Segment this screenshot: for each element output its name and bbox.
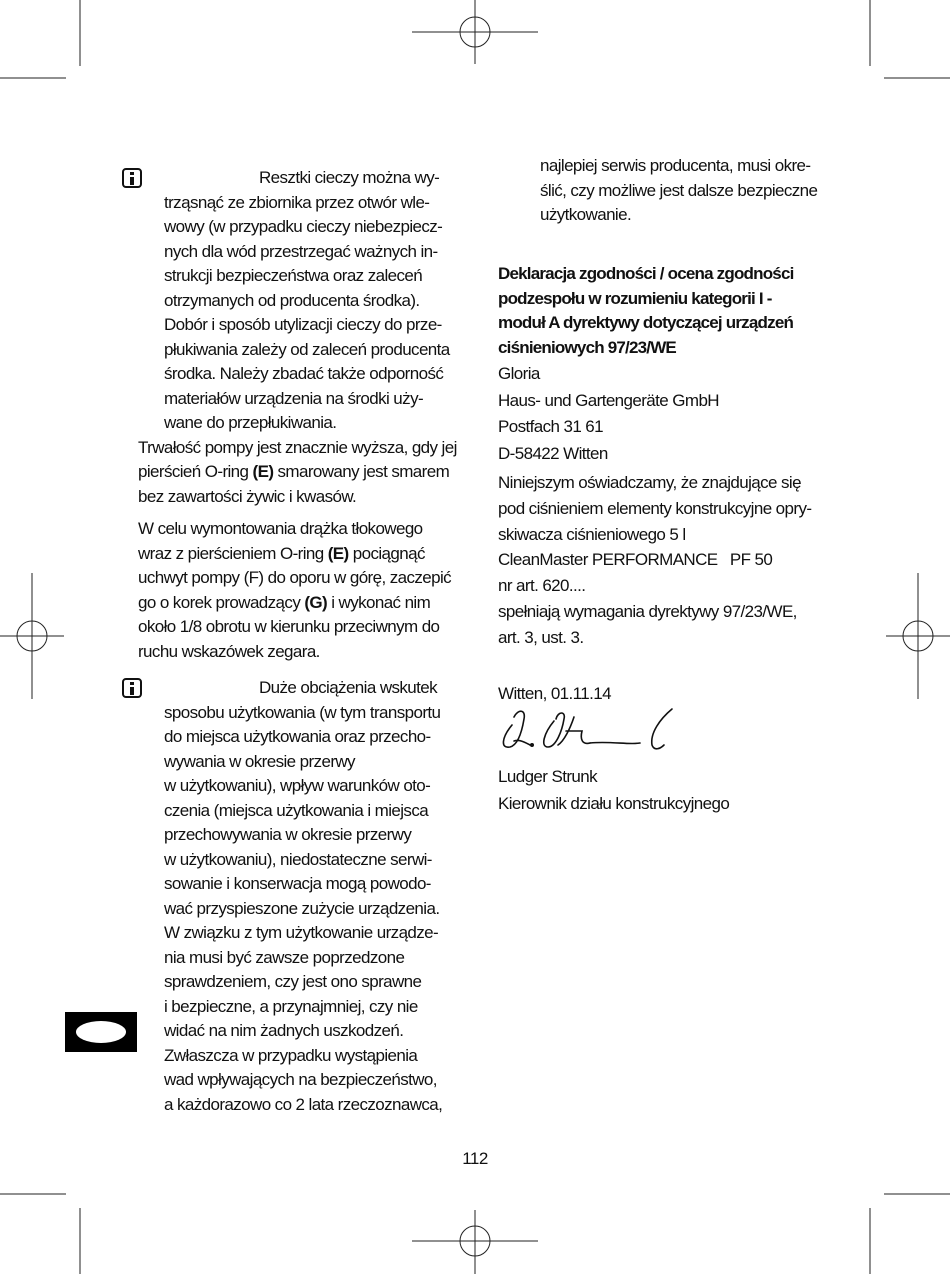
note-line: otrzymanych od producenta środka). <box>164 290 420 310</box>
signer-name: Ludger Strunk <box>498 767 597 786</box>
declaration-line: CleanMaster PERFORMANCE PF 50 <box>498 550 773 570</box>
note-continuation <box>540 154 855 228</box>
declaration-line: pod ciśnieniem elementy konstrukcyjne opry- <box>498 498 812 518</box>
heading-line: ciśnieniowych 97/23/WE <box>498 337 676 357</box>
declaration-line: Niniejszym oświadczamy, że znajdujące się <box>498 473 801 492</box>
text-span: wraz z pierścieniem O-ring <box>138 543 328 563</box>
tab-oval <box>76 1021 126 1043</box>
heading-line: podzespołu w rozumieniu kategorii I - <box>498 288 772 308</box>
note-line: ślić, czy możliwe jest dalsze bezpieczne <box>540 180 818 200</box>
part-ref: (G) <box>304 592 328 612</box>
note-line: wane do przepłukiwania. <box>164 413 337 432</box>
text-line <box>138 542 464 567</box>
note-line: płukiwania zależy od zaleceń producenta <box>164 339 450 359</box>
note-line: W związku z tym użytkowanie urządze- <box>164 923 439 942</box>
paragraph-piston-removal <box>138 517 464 664</box>
info-note-rinsing <box>138 166 464 436</box>
text-line <box>138 460 464 485</box>
text-span: go o korek prowadzący <box>138 592 305 612</box>
note-line: Zwłaszcza w przypadku wystąpienia <box>164 1045 418 1065</box>
signer-title: Kierownik działu konstrukcyjnego <box>498 794 730 813</box>
note-line: najlepiej serwis producenta, musi okre- <box>540 156 811 175</box>
note-line: do miejsca użytkowania oraz przecho- <box>164 727 431 746</box>
text-span: pierścień O-ring <box>138 462 253 481</box>
declaration-line: nr art. 620.... <box>498 576 586 596</box>
note-line: przechowywania w okresie przerwy <box>164 825 412 844</box>
note-line: Duże obciążenia wskutek <box>259 678 438 697</box>
note-line: Resztki cieczy można wy- <box>259 168 440 187</box>
note-line: w użytkowaniu), niedostateczne serwi- <box>164 849 432 869</box>
note-line: nia musi być zawsze poprzedzone <box>164 947 405 967</box>
declaration-text <box>498 470 813 651</box>
note-line: wad wpływających na bezpieczeństwo, <box>164 1070 437 1089</box>
page-number: 112 <box>462 1149 488 1168</box>
note-line: wowy (w przypadku cieczy niebezpiecz- <box>164 217 443 236</box>
text-span: pociągnąć <box>348 543 425 563</box>
language-tab-marker <box>65 1012 137 1052</box>
note-line: środka. Należy zbadać także odporność <box>164 364 444 383</box>
note-line: sowanie i konserwacja mogą powodo- <box>164 874 431 893</box>
part-ref: (E) <box>252 462 274 481</box>
note-line: czenia (miejsca użytkowania i miejsca <box>164 800 429 820</box>
address-line: Postfach 31 61 <box>498 417 604 436</box>
left-column <box>138 166 464 1117</box>
signature <box>500 705 680 755</box>
date-place: Witten, 01.11.14 <box>498 684 611 703</box>
note-line: wać przyspieszone zużycie urządzenia. <box>164 898 440 918</box>
note-line: trząsnąć ze zbiornika przez otwór wle- <box>164 192 430 212</box>
declaration-line: art. 3, ust. 3. <box>498 627 584 647</box>
declaration-heading <box>498 262 813 360</box>
address-line: Gloria <box>498 364 540 383</box>
note-line: i bezpieczne, a przynajmniej, czy nie <box>164 996 418 1016</box>
note-line: sposobu użytkowania (w tym transportu <box>164 702 441 722</box>
note-line: widać na nim żadnych uszkodzeń. <box>164 1021 404 1040</box>
heading-line: moduł A dyrektywy dotyczącej urządzeń <box>498 313 794 332</box>
declaration-line: skiwacza ciśnieniowego 5 l <box>498 524 686 544</box>
note-line: materiałów urządzenia na środki uży- <box>164 388 424 408</box>
info-icon <box>122 678 142 698</box>
text-line: bez zawartości żywic i kwasów. <box>138 486 357 506</box>
info-icon <box>122 168 142 188</box>
manufacturer-address <box>498 361 813 467</box>
note-line: a każdorazowo co 2 lata rzeczoznawca, <box>164 1094 443 1114</box>
declaration-line: spełniają wymagania dyrektywy 97/23/WE, <box>498 601 797 621</box>
note-line: Dobór i sposób utylizacji cieczy do prze- <box>164 315 442 334</box>
note-line: w użytkowaniu), wpływ warunków oto- <box>164 776 431 795</box>
text-line: ruchu wskazówek zegara. <box>138 641 320 661</box>
part-ref: (E) <box>327 543 349 563</box>
text-line: Trwałość pompy jest znacznie wyższa, gdy jej <box>138 437 457 457</box>
paragraph-pump-durability <box>138 436 464 510</box>
text-span: i wykonać nim <box>327 592 431 612</box>
note-line: nych dla wód przestrzegać ważnych in- <box>164 241 438 261</box>
text-line: około 1/8 obrotu w kierunku przeciwnym do <box>138 617 440 636</box>
note-line: użytkowanie. <box>540 205 632 224</box>
note-line: sprawdzeniem, czy jest ono sprawne <box>164 972 422 991</box>
text-line: W celu wymontowania drążka tłokowego <box>138 519 423 538</box>
text-line <box>138 591 464 616</box>
address-line: D-58422 Witten <box>498 443 608 463</box>
address-line: Haus- und Gartengeräte GmbH <box>498 390 719 410</box>
text-span: smarowany jest smarem <box>273 462 450 481</box>
text-line: uchwyt pompy (F) do oporu w górę, zaczepić <box>138 568 452 587</box>
note-line: strukcji bezpieczeństwa oraz zaleceń <box>164 266 423 285</box>
heading-line: Deklaracja zgodności / ocena zgodności <box>498 264 794 283</box>
note-line: wywania w okresie przerwy <box>164 751 355 771</box>
info-note-wear <box>138 676 464 1117</box>
